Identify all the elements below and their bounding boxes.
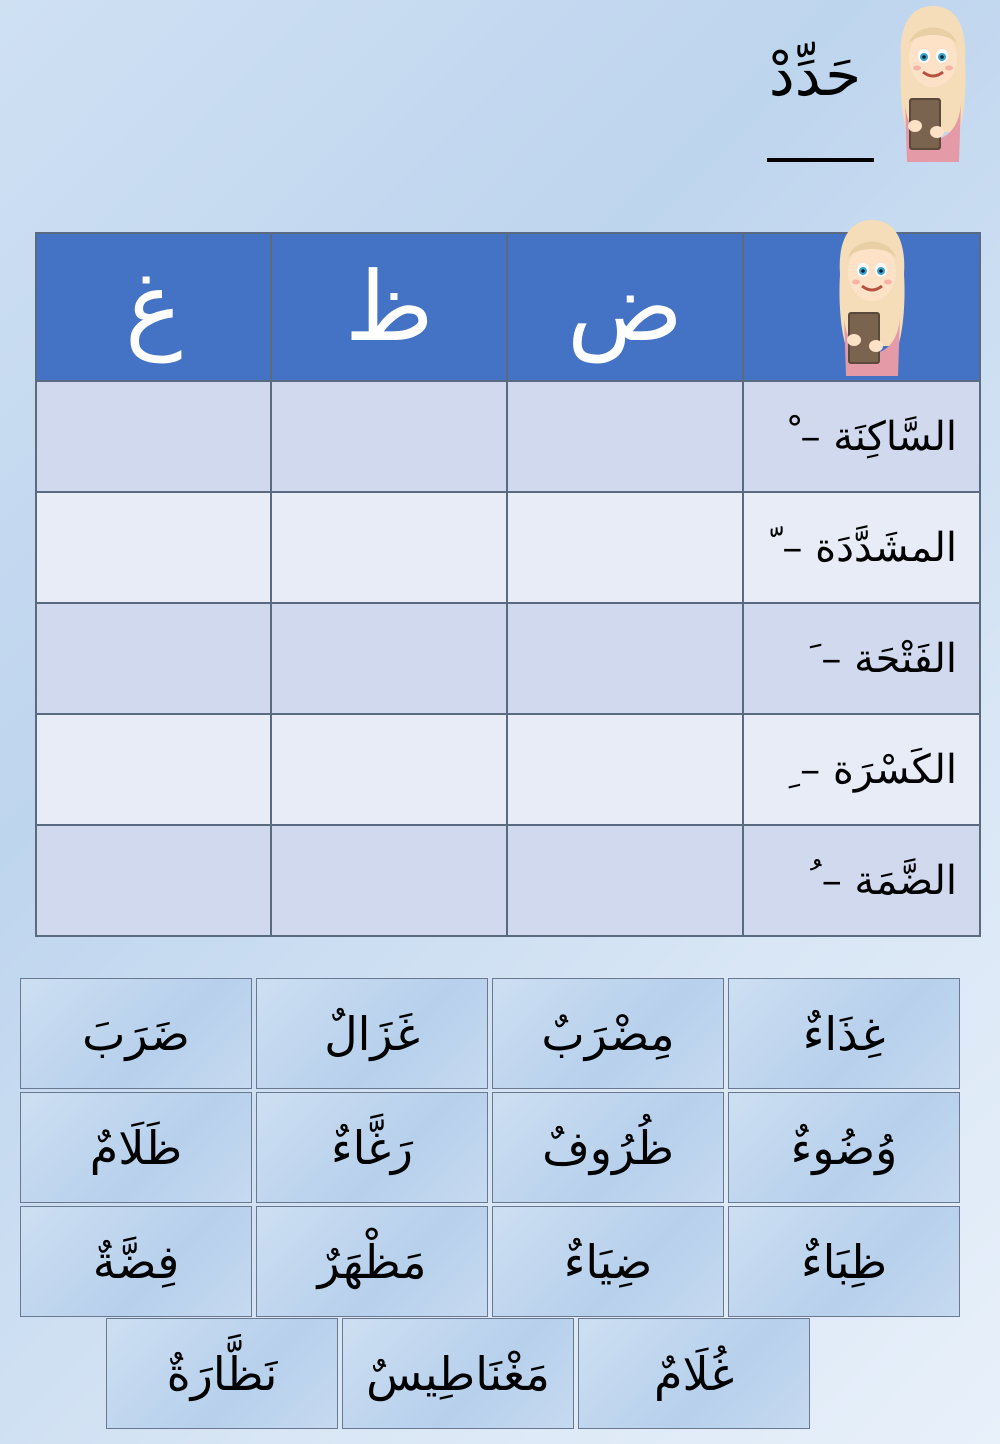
word-card[interactable]: ظُرُوفٌ: [492, 1092, 724, 1203]
page-title: حَدِّدْ: [768, 41, 862, 109]
header-avatar-cell: [743, 233, 980, 381]
word-card[interactable]: مَغْنَاطِيسٌ: [342, 1318, 574, 1429]
row-label-fatha: الفَتْحَة – َ: [743, 603, 980, 714]
word-card[interactable]: غِذَاءٌ: [728, 978, 960, 1089]
drop-cell[interactable]: [271, 603, 507, 714]
word-card[interactable]: مِضْرَبٌ: [492, 978, 724, 1089]
title-area: [740, 30, 890, 140]
drop-cell[interactable]: [36, 492, 271, 603]
word-card[interactable]: غَزَالٌ: [256, 978, 488, 1089]
word-card[interactable]: رَغَّاءٌ: [256, 1092, 488, 1203]
title-underline: [767, 158, 874, 162]
table-row: [36, 825, 980, 936]
drop-cell[interactable]: [507, 825, 743, 936]
word-card[interactable]: ظِبَاءٌ: [728, 1206, 960, 1317]
word-card[interactable]: غُلَامٌ: [578, 1318, 810, 1429]
word-card[interactable]: ضَرَبَ: [20, 978, 252, 1089]
girl-avatar-icon: [832, 216, 912, 401]
word-card[interactable]: نَظَّارَةٌ: [106, 1318, 338, 1429]
word-card[interactable]: ضِيَاءٌ: [492, 1206, 724, 1317]
word-card[interactable]: ظَلَامٌ: [20, 1092, 252, 1203]
drop-cell[interactable]: [271, 381, 507, 492]
girl-avatar-icon: [893, 2, 973, 164]
drop-cell[interactable]: [36, 825, 271, 936]
drop-cell[interactable]: [36, 714, 271, 825]
header-letter-zha: ظ: [271, 233, 507, 381]
header-letter-dad: ض: [507, 233, 743, 381]
drop-cell[interactable]: [271, 714, 507, 825]
drop-cell[interactable]: [36, 603, 271, 714]
table-row: [36, 492, 980, 603]
word-card[interactable]: وُضُوءٌ: [728, 1092, 960, 1203]
table-row: [36, 714, 980, 825]
row-label-damma: الضَّمَة – ُ: [743, 825, 980, 936]
drop-cell[interactable]: [507, 714, 743, 825]
row-label-kasra: الكَسْرَة – ِ: [743, 714, 980, 825]
drop-cell[interactable]: [507, 603, 743, 714]
drop-cell[interactable]: [36, 381, 271, 492]
drop-cell[interactable]: [271, 492, 507, 603]
table-header-row: [36, 233, 980, 381]
table-row: [36, 603, 980, 714]
word-card[interactable]: مَظْهَرٌ: [256, 1206, 488, 1317]
row-label-shadda: المشَدَّدَة – ّ: [743, 492, 980, 603]
letters-table: [35, 232, 981, 937]
word-card[interactable]: فِضَّةٌ: [20, 1206, 252, 1317]
row-label-sukun: السَّاكِنَة – ْ: [743, 381, 980, 492]
header-letter-ghain: غ: [36, 233, 271, 381]
drop-cell[interactable]: [507, 492, 743, 603]
drop-cell[interactable]: [271, 825, 507, 936]
drop-cell[interactable]: [507, 381, 743, 492]
